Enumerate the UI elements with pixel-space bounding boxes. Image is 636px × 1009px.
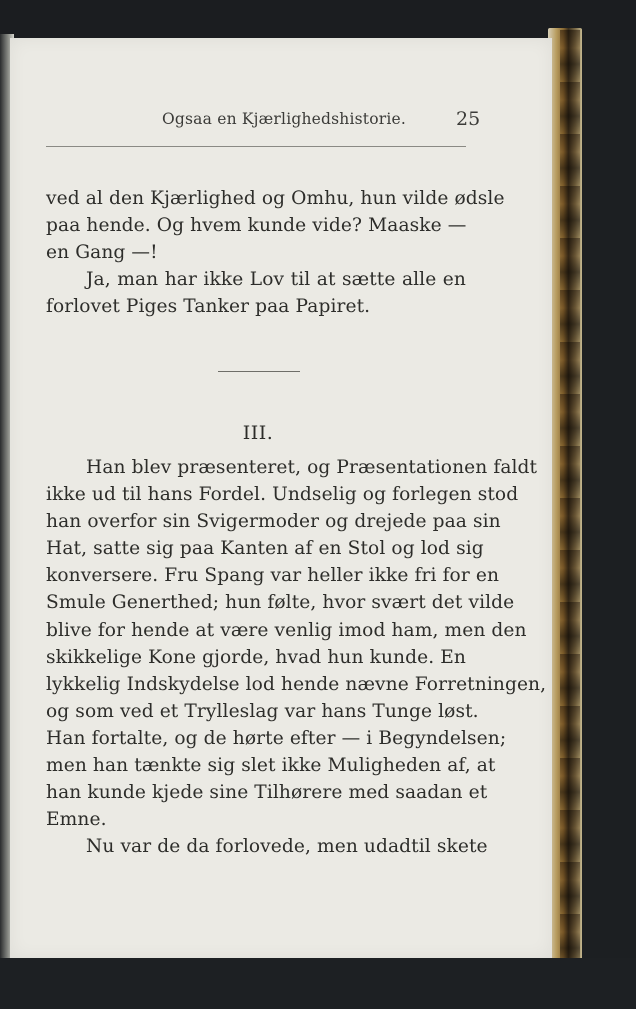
- running-title: Ogsaa en Kjærlighedshistorie.: [162, 110, 407, 128]
- header-rule: [46, 146, 466, 147]
- text-block-top: [46, 185, 505, 320]
- text-line: Emne.: [46, 809, 107, 831]
- text-line: og som ved et Trylleslag var hans Tunge løst.: [46, 700, 479, 722]
- text-line: Ja, man har ikke Lov til at sætte alle en: [86, 269, 466, 291]
- text-line: lykkelig Indskydelse lod hende nævne Forretningen,: [46, 673, 547, 695]
- text-block-bottom: [46, 454, 547, 860]
- text-line: Han fortalte, og de hørte efter — i Begyndelsen;: [46, 727, 507, 749]
- text-line: blive for hende at være venlig imod ham, men den: [46, 619, 527, 641]
- section-heading: III.: [242, 422, 274, 444]
- text-line: paa hende. Og hvem kunde vide? Maaske —: [46, 215, 467, 237]
- text-line: ikke ud til hans Fordel. Undselig og forlegen stod: [46, 484, 519, 506]
- text-line: ved al den Kjærlighed og Omhu, hun vilde ødsle: [46, 188, 505, 209]
- book-cover-edge: [560, 30, 580, 960]
- background-top: [0, 0, 636, 40]
- section-divider: [218, 371, 300, 372]
- text-line: Smule Generthed; hun følte, hvor svært det vilde: [46, 592, 515, 614]
- text-line: skikkelige Kone gjorde, hvad hun kunde. En: [46, 646, 466, 668]
- text-line: Han blev præsenteret, og Præsentationen faldt: [86, 457, 538, 478]
- text-line: Hat, satte sig paa Kanten af en Stol og lod sig: [46, 538, 484, 560]
- text-line: men han tænkte sig slet ikke Muligheden af, at: [46, 755, 496, 777]
- text-line: en Gang —!: [46, 242, 158, 264]
- text-line: han overfor sin Svigermoder og drejede paa sin: [46, 511, 501, 533]
- page-header: [10, 108, 552, 136]
- background-bottom: [0, 958, 636, 1009]
- text-line: han kunde kjede sine Tilhørere med saadan et: [46, 782, 488, 804]
- text-line: konversere. Fru Spang var heller ikke fri for en: [46, 565, 500, 587]
- text-line: forlovet Piges Tanker paa Papiret.: [46, 296, 371, 318]
- page-number: 25: [456, 108, 481, 130]
- text-line: Nu var de da forlovede, men udadtil skete: [86, 836, 488, 858]
